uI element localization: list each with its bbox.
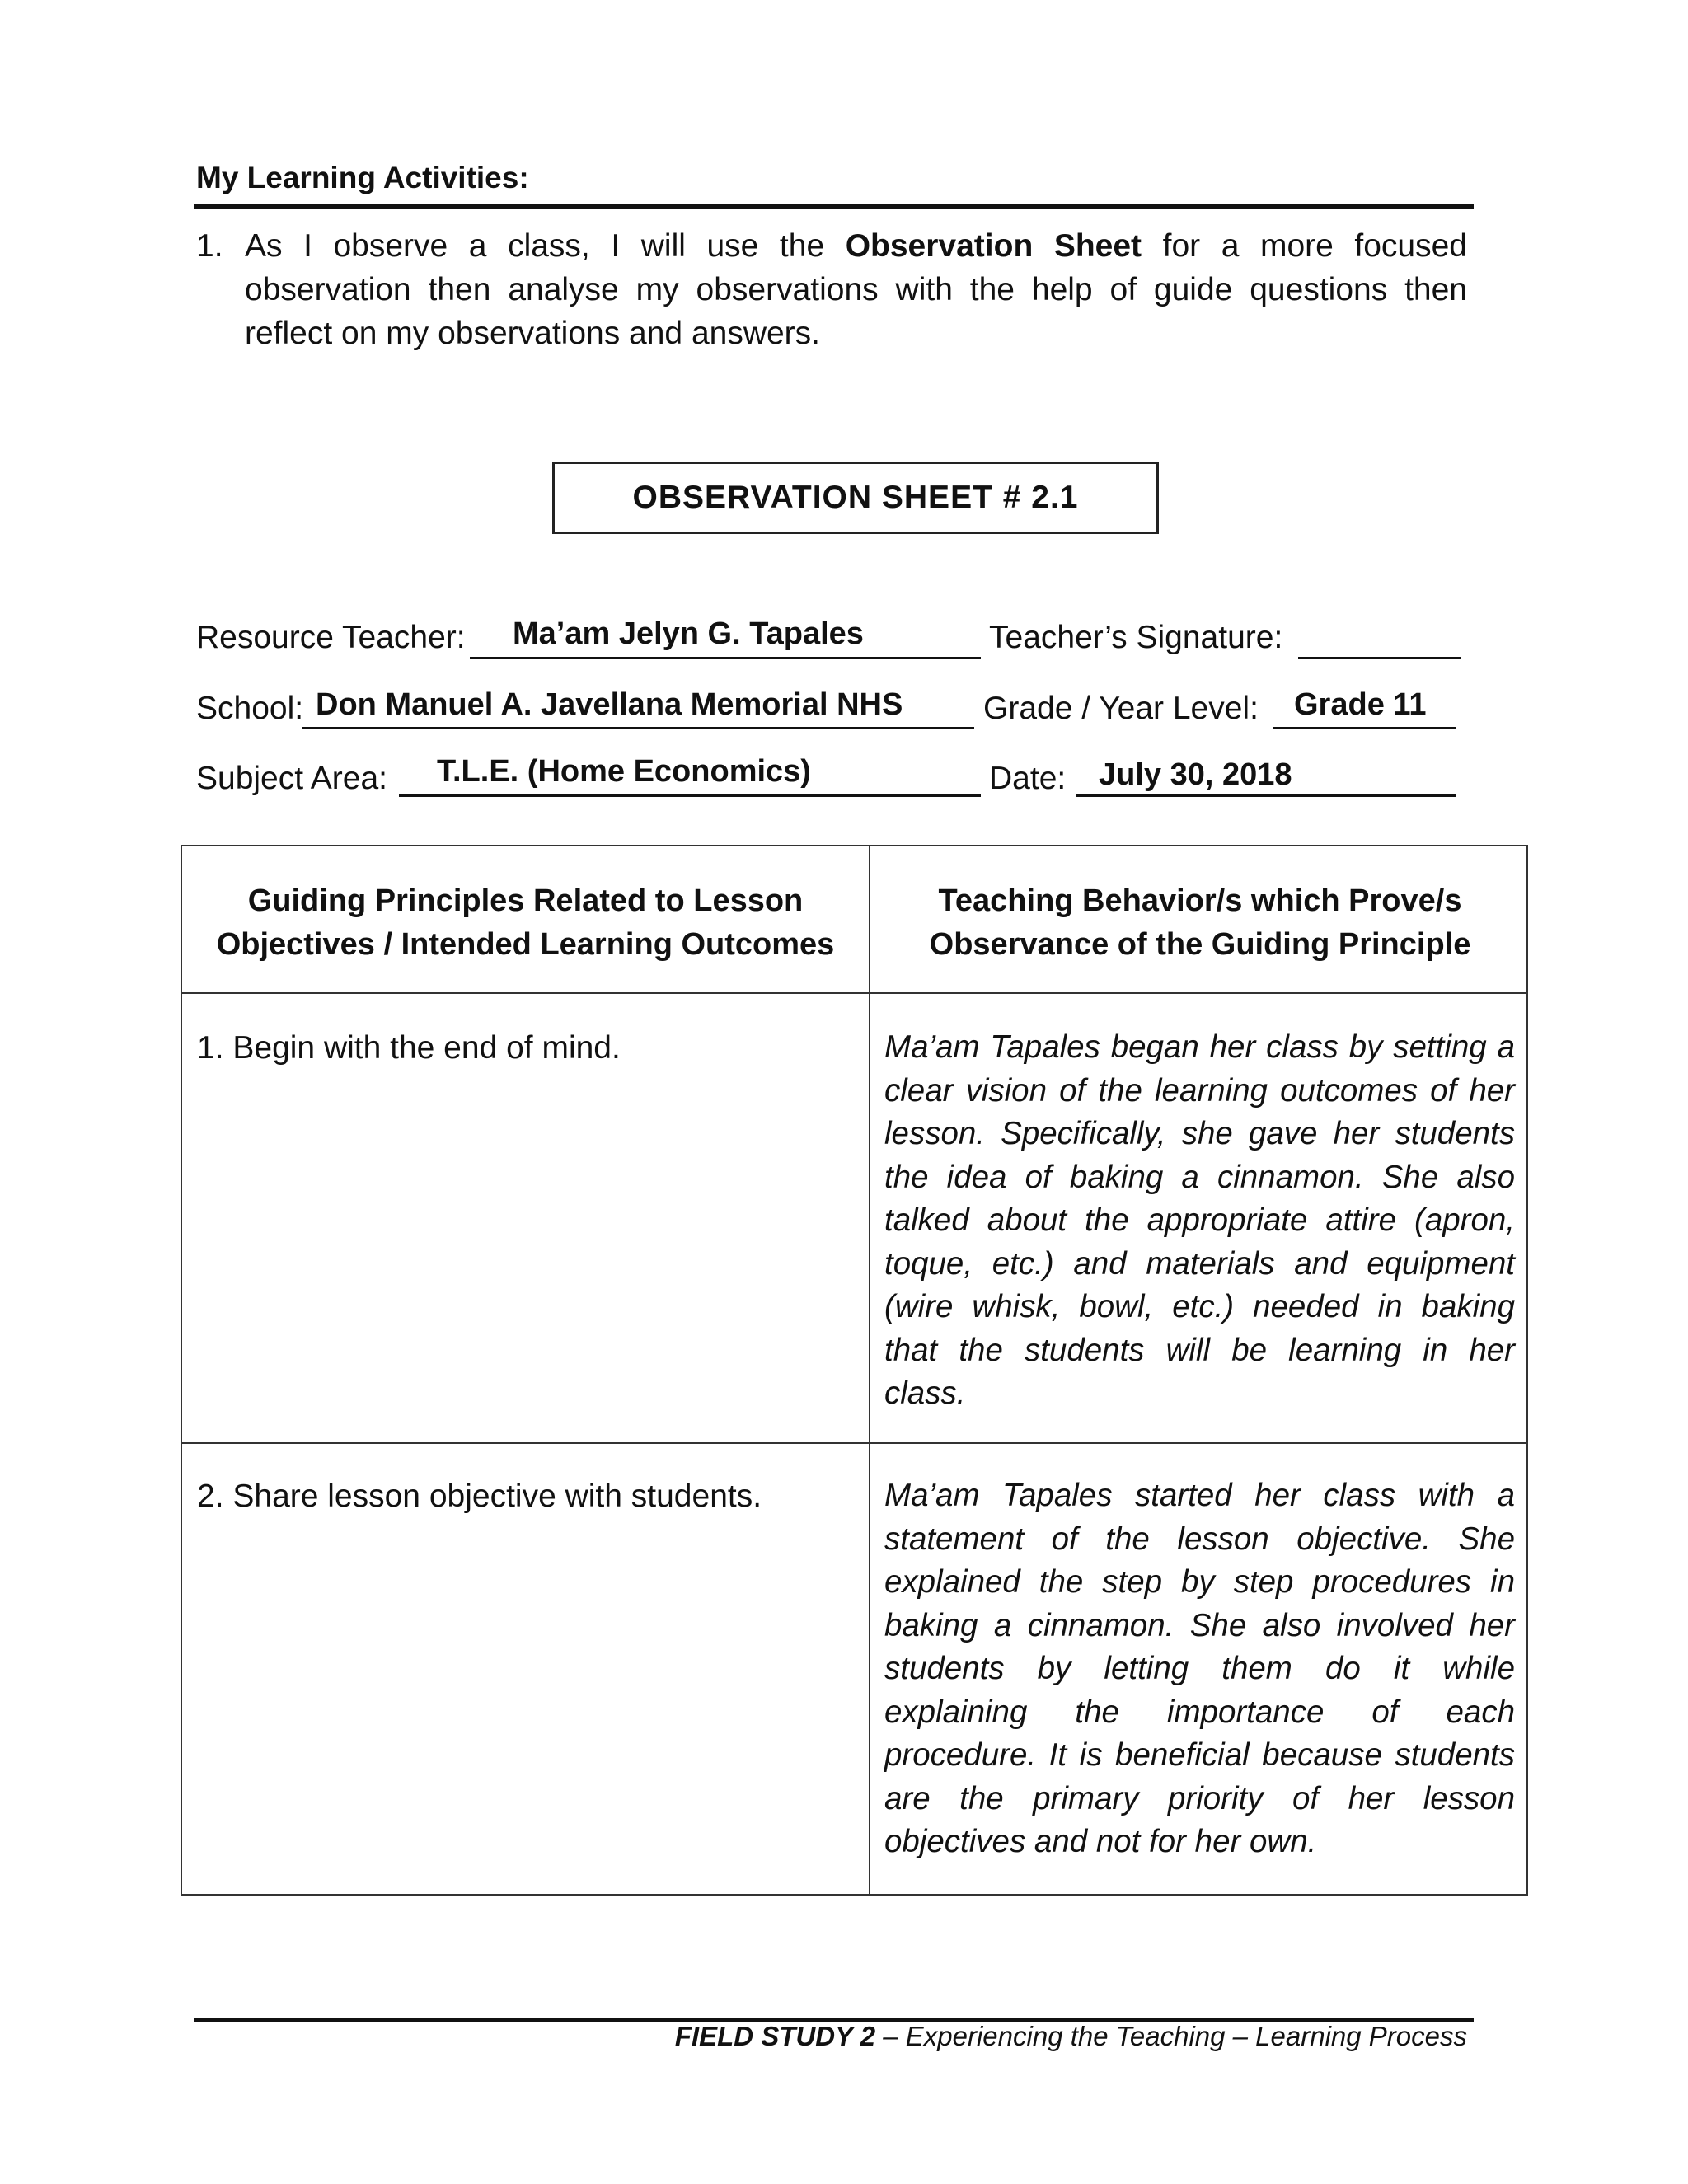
section-heading: My Learning Activities: — [196, 161, 529, 194]
table-row-1-behavior: Ma’am Tapales began her class by setting a clear vision of the learning outcomes of her lesson. Specifically, she gave her students the idea of baking a cinnamon. She also talked about the appropriate attire (apron, toque, etc.) and materials and equipment (wire whisk, bowl, etc.) needed in baking that the students will be learning in her class. — [884, 1029, 1515, 1411]
footer-course: FIELD STUDY 2 — [674, 2021, 876, 2051]
grade-value: Grade 11 — [1294, 687, 1427, 722]
table-header-divider — [182, 992, 1526, 994]
grade-label: Grade / Year Level: — [983, 691, 1259, 726]
table-column-divider — [869, 846, 870, 1894]
resource-teacher-value: Ma’am Jelyn G. Tapales — [513, 616, 864, 651]
footer-subtitle: – Experiencing the Teaching – Learning Process — [875, 2021, 1467, 2051]
page-footer — [0, 2021, 1467, 2052]
table-row-divider — [182, 1442, 1526, 1444]
header-guiding-principles: Guiding Principles Related to Lesson Objectives / Intended Learning Outcomes — [216, 883, 835, 962]
resource-teacher-line — [470, 655, 981, 659]
date-value: July 30, 2018 — [1099, 757, 1292, 792]
table-row-2-principle: 2. Share lesson objective with students. — [197, 1479, 762, 1514]
table-row-1-principle: 1. Begin with the end of mind. — [197, 1030, 621, 1066]
observation-sheet-title: OBSERVATION SHEET # 2.1 — [552, 462, 1159, 534]
subject-label: Subject Area: — [196, 761, 387, 796]
heading-divider — [194, 204, 1474, 209]
date-line — [1076, 793, 1456, 797]
intro-paragraph — [245, 224, 1467, 355]
intro-text-before: As I observe a class, I will use the — [245, 228, 846, 264]
school-value: Don Manuel A. Javellana Memorial NHS — [316, 687, 903, 722]
signature-label: Teacher’s Signature: — [989, 620, 1283, 655]
resource-teacher-label: Resource Teacher: — [196, 620, 466, 655]
signature-line — [1298, 655, 1461, 659]
observation-table — [181, 845, 1528, 1896]
subject-value: T.L.E. (Home Economics) — [437, 754, 811, 789]
intro-number: 1. — [196, 228, 223, 264]
header-teaching-behaviors: Teaching Behavior/s which Prove/s Observance of the Guiding Principle — [929, 883, 1471, 962]
intro-text-after: for a more focused observation then analyse my observations with the help of guide questions then reflect on my observations and answers. — [245, 228, 1467, 351]
grade-line — [1273, 725, 1456, 729]
date-label: Date: — [989, 761, 1067, 796]
subject-line — [399, 793, 981, 797]
table-row-2-behavior: Ma’am Tapales started her class with a statement of the lesson objective. She explained the step by step procedures in baking a cinnamon. She also involved her students by letting them do it while explaining the importance of each procedure. It is beneficial because students are the primary priority of her lesson objectives and not for her own. — [884, 1478, 1515, 1859]
school-line — [302, 725, 974, 729]
intro-text-bold: Observation Sheet — [845, 228, 1142, 264]
school-label: School: — [196, 691, 304, 726]
